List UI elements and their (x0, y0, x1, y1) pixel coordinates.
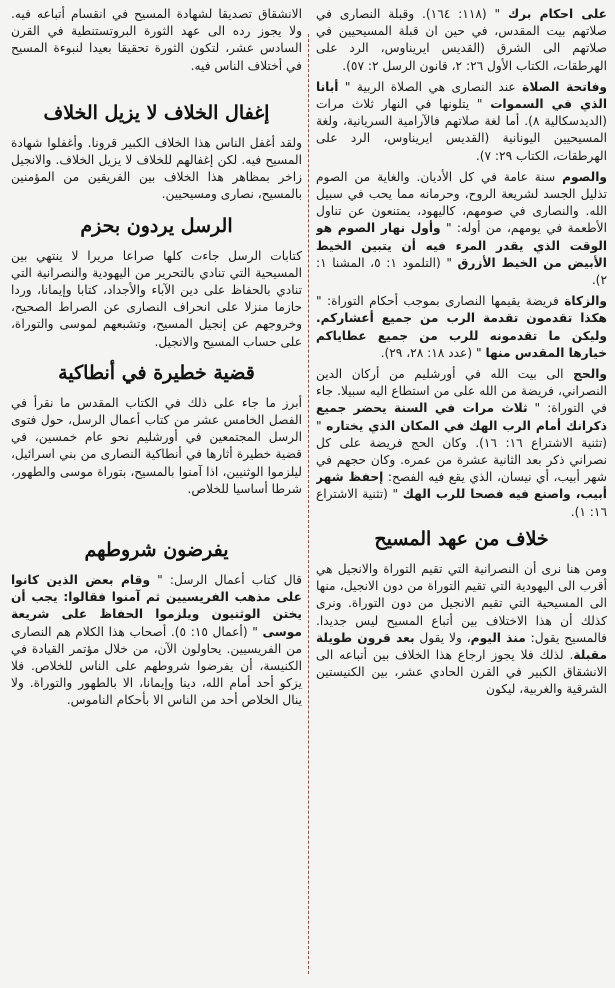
body-text: ، ولا يقول (414, 630, 471, 645)
emphasized-text: وفاتحة الصلاة (522, 79, 607, 94)
emphasized-text: وأول نهار الصوم هو الوقت الذي يقدر المرء فيه أن يتبين الخيط الأبيض من الخيط الأزرق (316, 221, 607, 270)
body-text: " (تثنية الاشتراع ١٦: ١٦). وكان الحج فريضة على كل نصراني ذكر بعد الثانية عشرة من عمره. وكان حجهم في شهر أبيب، أي نيسان، الذي يقع فيه الفصح: (316, 418, 607, 485)
article-paragraph (316, 293, 607, 362)
section-body (11, 135, 302, 204)
body-text: " (تثنية الاشتراع ١٦: ١). (316, 487, 607, 519)
emphasized-text: بعد قرون طويلة مقبلة (316, 630, 607, 662)
section-body (11, 572, 302, 710)
section-body (11, 395, 302, 498)
emphasized-text: إحفظ شهر أبيب، واصنع فيه فصحا للرب الهك (316, 470, 607, 502)
emphasized-text: على احكام برك (508, 7, 607, 21)
body-text: " (عدد ١٨: ٢٨، ٢٩). (380, 345, 486, 360)
body-text: " (التلمود ١: ٥، المشنا ١: ٢). (316, 255, 607, 288)
body-text: أبرز ما جاء على ذلك في الكتاب المقدس ما نقرأ في الفصل الخامس عشر من كتاب أعمال الرسل، حول فتوى الرسل المجتمعين في أورشليم نحو عام خمسين، في قضية خطيرة أثارها في أنطاكية النصارى من بني اسرائيل، ليلزموا الوثنيين، اذا آمنوا بالمسيح، بتوراة موسى والطهور، شرطا أساسيا للخلاص. (11, 395, 302, 496)
right-column-body (316, 6, 607, 521)
emphasized-text: وقام بعض الذين كانوا على مذهب الفريسيين ثم آمنوا فقالوا: يجب أن يختن الوثنيون ويلزموا الحفاظ على شريعة موسى (11, 573, 302, 639)
body-text: " يتلونها في النهار ثلاث مرات (الديدسكالية ٨). أما لغة صلاتهم فالآرامية السريانية، ولغة المسيحيين اليونانية (القديس ايريناوس، الرد على الهرطقات، الكتاب ٢٩: ٧). (316, 97, 607, 163)
body-text: ومن هنا نرى أن النصرانية التي تقيم التوراة والانجيل هي أقرب الى اليهودية التي تقيم التوراة من دون الانجيل، منها الى المسيحية التي تقيم الانجيل من دون التوراة. ونرى كذلك أن هذا الاختلاف بين أتباع المسيح ليس جديدا. فالمسيح يقول: (316, 561, 607, 645)
section-heading: قضية خطيرة في أنطاكية (58, 361, 255, 384)
article-paragraph (11, 248, 302, 351)
article-paragraph (11, 6, 302, 75)
section-heading: الرسل يردون بحزم (80, 214, 233, 237)
body-text: " (أعمال ١٥: ٥). أصحاب هذا الكلام هم النصارى من الفريسيين. يحاولون الآن، من خلال مؤتمر القيادة في الكنيسة، أن يفرضوا شروطهم على الناس للخلاص. فلا يزكو أحد أمام الله، دينا وإيمانا، الا بالطهور والتوراة. ولا ينال الخلاص أحد من الناس الا بأحكام الناموس. (11, 624, 302, 708)
article-paragraph (316, 6, 607, 75)
article-paragraph (11, 572, 302, 710)
emphasized-text: هكذا تقدمون تقدمة الرب من جميع أعشاركم. وليكن ما تقدمونه للرب من جميع عطاياكم خيارها المقدس منها (316, 311, 607, 360)
section-heading: يفرضون شروطهم (84, 539, 229, 562)
body-text: سنة عامة في كل الأديان. والغاية من الصوم تذليل الجسد لشريعة الروح، وحرمانه مما يحب في سبيل الله. والنصارى في صومهم، كاليهود، يمتنعون عن تناول الأطعمة في يومهم، من أوله: " (316, 169, 607, 236)
article-paragraph (316, 79, 607, 165)
left-column-intro (11, 6, 302, 75)
article-paragraph (11, 395, 302, 498)
body-text: فريضة يقيمها النصارى بموجب أحكام التوراة: " (316, 294, 565, 309)
body-text: قال كتاب أعمال الرسل: " (150, 573, 302, 588)
right-column-body-after (316, 561, 607, 699)
left-column (11, 6, 302, 984)
right-column (316, 6, 607, 984)
body-text: ولقد أغفل الناس هذا الخلاف الكبير قرونا. وأغفلوا شهادة المسيح فيه. لكن إغفالهم للخلاف لا يزيل الخلاف. والانجيل زاخر بمظاهر هذا الخلاف بين الفريقين من المؤمنين بالمسيح، نصارى ومسيحيين. (11, 135, 302, 202)
section-heading: إغفال الخلاف لا يزيل الخلاف (43, 101, 270, 124)
left-column-sections (11, 101, 302, 710)
body-text: " (١١٨: ١٦٤). وقبلة النصارى في صلاتهم بيت المقدس، في حين ان قبلة المسيحيين في صلاتهم الى الشرق (القديس ايريناوس، الرد على الهرطقات، الكتاب الأول ٢٦: ٢، قانون الرسل ٢: ٥٧). (316, 7, 607, 73)
section-heading-dispute-since-christ: خلاف من عهد المسيح (374, 527, 549, 550)
article-paragraph (11, 135, 302, 204)
emphasized-text: والصوم (562, 169, 607, 184)
emphasized-text: والحج (573, 367, 607, 382)
article-paragraph (316, 366, 607, 521)
article-paragraph (316, 561, 607, 699)
emphasized-text: أبانا الذي في السموات (316, 79, 607, 112)
article-paragraph (316, 169, 607, 289)
body-text: عند النصارى هي الصلاة الربية " (338, 79, 523, 94)
section-body (11, 248, 302, 351)
emphasized-text: منذ اليوم (470, 630, 526, 645)
body-text: . لذلك فلا يجوز ارجاع هذا الخلاف بين أتباعه الى الانشقاق الكبير في القرن الحادي عشر، بين الكنيستين الشرقية والغربية، ليكون (316, 647, 607, 697)
body-text: الى بيت الله في أورشليم من أركان الدين النصراني، فريضة من الله على من استطاع اليه سبيلا. جاء في التوراة: " (316, 367, 607, 416)
column-divider (302, 6, 316, 984)
body-text: كتابات الرسل جاءت كلها صراعا مريرا لا ينتهي بين المسيحية التي تنادي بالتحرير من اليهودية والنصرانية التي تنادي بالحفاظ على دين الآباء والأجداد، كتابا وإيمانا، وردا حازما منزلا على انحراف النصارى عن الصراط الصحيح، وخروجهم عن إنجيل المسيح، وتشبعهم لموسى والتوراة، على حساب المسيح والانجيل. (11, 248, 302, 349)
emphasized-text: ثلاث مرات في السنة يحضر جميع ذكرانك أمام الرب الهك في المكان الذي يختاره (316, 401, 607, 433)
emphasized-text: والزكاة (564, 294, 607, 309)
body-text: الانشقاق تصديقا لشهادة المسيح في انقسام أتباعه فيه. ولا يجوز رده الى عهد الثورة البروتستنطية في القرن السادس عشر، لتكون الثورة تحقيقا بعيدا لنبوءة المسيح في أختلاف الناس فيه. (11, 7, 302, 73)
